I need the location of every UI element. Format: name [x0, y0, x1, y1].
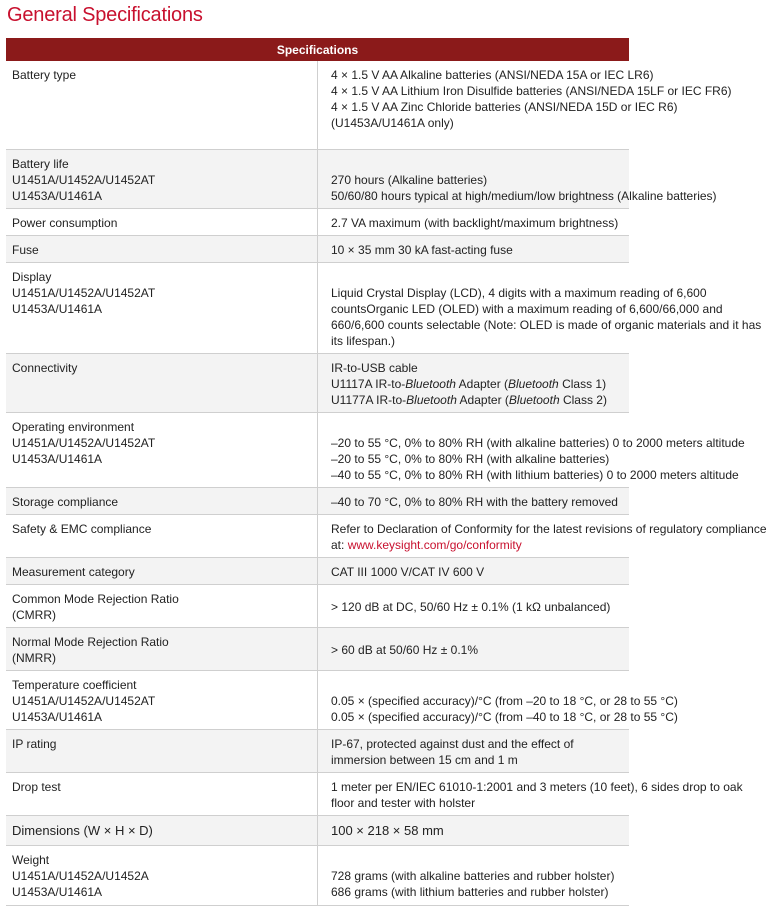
row-sublabel: U1453A/U1461A [12, 709, 103, 724]
row-label: Safety & EMC compliance [6, 514, 318, 557]
row-value: 100 × 218 × 58 mm [318, 815, 630, 845]
row-value [318, 262, 762, 353]
row-sublabel: U1451A/U1452A/U1452AT [12, 435, 156, 450]
row-label-text: (NMRR) [12, 650, 56, 665]
table-row [6, 845, 629, 905]
table-row [6, 353, 629, 412]
row-value [318, 845, 630, 905]
table-header: Specifications [6, 38, 629, 61]
row-value [318, 412, 745, 487]
row-sublabel: U1451A/U1452A/U1452A [12, 868, 149, 883]
value-line: 50/60/80 hours typical at high/medium/low brightness (Alkaline batteries) [331, 188, 717, 203]
value-line: 270 hours (Alkaline batteries) [331, 172, 488, 187]
row-value: IP-67, protected against dust and the effect of immersion between 15 cm and 1 m [318, 729, 630, 772]
row-sublabel: U1453A/U1461A [12, 451, 103, 466]
value-line: 686 grams (with lithium batteries and rubber holster) [331, 884, 609, 899]
value-line: IR-to-USB cable [331, 360, 418, 375]
table-row [6, 729, 629, 772]
row-value [318, 514, 767, 557]
value-line: –20 to 55 °C, 0% to 80% RH (with alkaline batteries) 0 to 2000 meters altitude [331, 435, 745, 450]
row-label-text: Temperature coefficient [12, 677, 137, 692]
row-label [6, 670, 318, 729]
row-sublabel: U1453A/U1461A [12, 188, 103, 203]
row-label: Storage compliance [6, 487, 318, 514]
row-label [6, 627, 318, 670]
table-row [6, 815, 629, 845]
table-row [6, 772, 629, 815]
value-line: (U1453A/U1461A only) [331, 116, 454, 130]
value-line: –40 to 55 °C, 0% to 80% RH (with lithium batteries) 0 to 2000 meters altitude [331, 467, 739, 482]
value-line: U1117A IR-to-Bluetooth Adapter (Bluetooth Class 1) [331, 376, 607, 391]
row-sublabel: U1451A/U1452A/U1452AT [12, 172, 156, 187]
table-row [6, 627, 629, 670]
row-label-text: Normal Mode Rejection Ratio [12, 634, 169, 649]
table-row [6, 670, 629, 729]
row-value: > 120 dB at DC, 50/60 Hz ± 0.1% (1 kΩ unbalanced) [318, 584, 630, 627]
row-value: CAT III 1000 V/CAT IV 600 V [318, 557, 630, 584]
row-value: –40 to 70 °C, 0% to 80% RH with the battery removed [318, 487, 630, 514]
value-line: at: www.keysight.com/go/conformity [331, 537, 522, 552]
table-row [6, 235, 629, 262]
row-label-text: (CMRR) [12, 607, 56, 622]
row-value [318, 670, 678, 729]
value-line: 660/6,600 counts selectable (Note: OLED is made of organic materials and it has [331, 317, 762, 332]
table-row [6, 149, 629, 208]
conformity-link[interactable]: www.keysight.com/go/conformity [347, 537, 522, 552]
row-label: IP rating [6, 729, 318, 772]
row-label-text: Common Mode Rejection Ratio [12, 591, 179, 606]
row-label [6, 845, 318, 905]
row-label: Drop test [6, 772, 318, 815]
row-value [318, 772, 743, 815]
row-sublabel: U1453A/U1461A [12, 884, 103, 899]
row-label: Connectivity [6, 353, 318, 412]
table-row [6, 514, 629, 557]
row-label-text: Display [12, 269, 52, 284]
row-label: Power consumption [6, 208, 318, 235]
row-label [6, 262, 318, 353]
row-value [318, 61, 732, 149]
row-label: Measurement category [6, 557, 318, 584]
row-sublabel: U1451A/U1452A/U1452AT [12, 693, 156, 708]
value-line: its lifespan.) [331, 333, 396, 348]
table-row [6, 487, 629, 514]
row-value [318, 149, 717, 208]
row-label: Fuse [6, 235, 318, 262]
table-row [6, 208, 629, 235]
table-header-row [6, 38, 629, 61]
table-row [6, 61, 629, 149]
value-line: 1 meter per EN/IEC 61010-1:2001 and 3 meters (10 feet), 6 sides drop to oak [331, 779, 743, 794]
value-line: floor and tester with holster [331, 795, 476, 810]
row-label: Dimensions (W × H × D) [6, 815, 318, 845]
value-line: 4 × 1.5 V AA Zinc Chloride batteries (ANSI/NEDA 15D or IEC R6) [331, 100, 678, 114]
value-line: 4 × 1.5 V AA Alkaline batteries (ANSI/NEDA 15A or IEC LR6) [331, 68, 654, 82]
row-value: > 60 dB at 50/60 Hz ± 0.1% [318, 627, 630, 670]
value-line: 0.05 × (specified accuracy)/°C (from –20 to 18 °C, or 28 to 55 °C) [331, 693, 678, 708]
row-value: 2.7 VA maximum (with backlight/maximum brightness) [318, 208, 630, 235]
value-line: Liquid Crystal Display (LCD), 4 digits with a maximum reading of 6,600 [331, 285, 707, 300]
value-line: countsOrganic LED (OLED) with a maximum reading of 6,600/66,000 and [331, 301, 723, 316]
row-label [6, 412, 318, 487]
row-value [318, 353, 630, 412]
table-row [6, 262, 629, 353]
value-line: 728 grams (with alkaline batteries and rubber holster) [331, 868, 615, 883]
row-sublabel: U1451A/U1452A/U1452AT [12, 285, 156, 300]
value-line: –20 to 55 °C, 0% to 80% RH (with alkaline batteries) [331, 451, 610, 466]
value-line: U1177A IR-to-Bluetooth Adapter (Bluetooth Class 2) [331, 392, 607, 407]
row-sublabel: U1453A/U1461A [12, 301, 103, 316]
row-label [6, 149, 318, 208]
row-label-text: Weight [12, 852, 50, 867]
row-label: Battery type [6, 61, 318, 149]
row-label-text: Battery life [12, 156, 69, 171]
table-row [6, 557, 629, 584]
value-line: 0.05 × (specified accuracy)/°C (from –40 to 18 °C, or 28 to 55 °C) [331, 709, 678, 724]
table-row [6, 584, 629, 627]
value-line: Refer to Declaration of Conformity for the latest revisions of regulatory compliance [331, 521, 767, 536]
row-value: 10 × 35 mm 30 kA fast-acting fuse [318, 235, 630, 262]
page-title: General Specifications [7, 4, 203, 26]
value-line: 4 × 1.5 V AA Lithium Iron Disulfide batteries (ANSI/NEDA 15LF or IEC FR6) [331, 84, 732, 98]
specifications-table [6, 38, 767, 906]
table-row [6, 412, 629, 487]
row-label-text: Operating environment [12, 419, 135, 434]
row-label [6, 584, 318, 627]
